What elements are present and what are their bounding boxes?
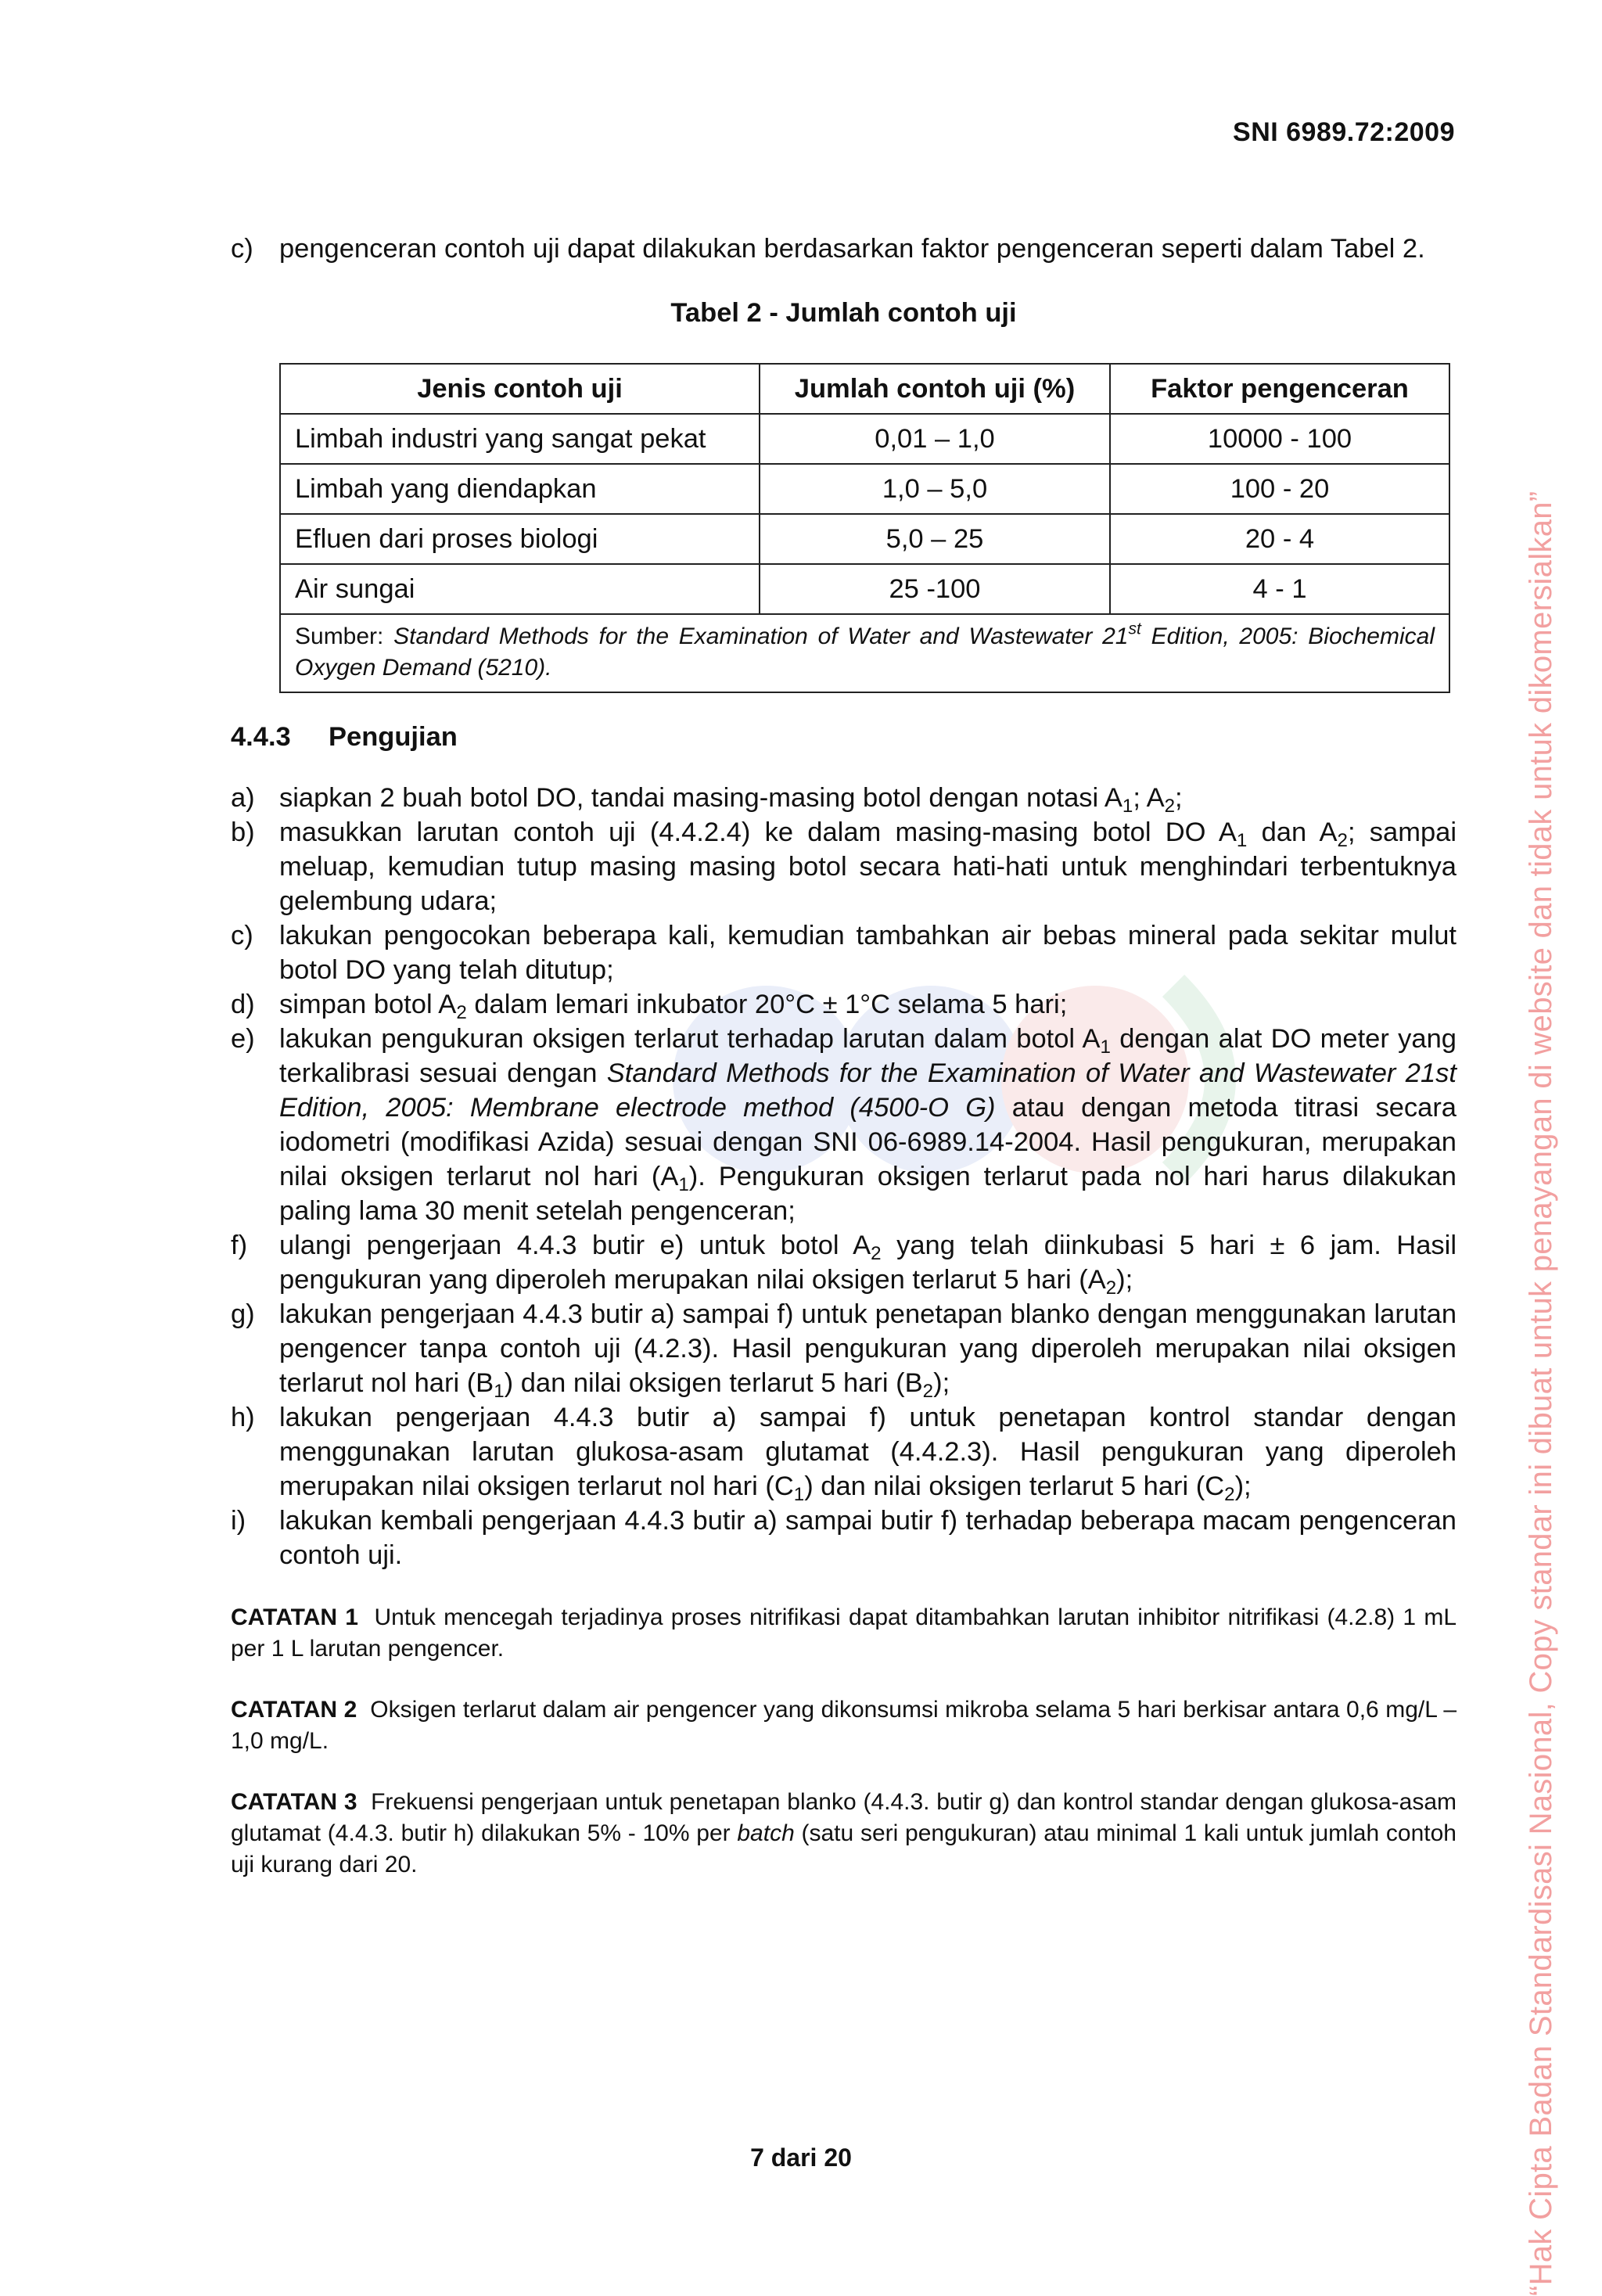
column-header: Jumlah contoh uji (%) [760, 364, 1110, 414]
item-label: d) [231, 990, 255, 1019]
procedure-list [231, 781, 1457, 1572]
section-heading [231, 720, 1457, 754]
table-cell: Air sungai [280, 564, 760, 614]
list-item [231, 1228, 1457, 1297]
table-cell: 25 -100 [760, 564, 1110, 614]
item-label: c) [231, 921, 253, 950]
section-number: 4.4.3 [231, 722, 291, 752]
list-item [231, 781, 1457, 815]
note-label: CATATAN 2 [231, 1697, 357, 1723]
item-label: e) [231, 1024, 255, 1054]
table-cell: 100 - 20 [1110, 464, 1449, 514]
item-label: f) [231, 1231, 248, 1260]
column-header: Jenis contoh uji [280, 364, 760, 414]
source-text: Edition, 2005: Biochemical Oxygen Demand (5210). [295, 623, 1435, 681]
item-label: g) [231, 1299, 255, 1329]
note-1 [231, 1602, 1457, 1665]
source-text: Standard Methods for the Examination of Water and Wastewater 21 [393, 623, 1129, 649]
note-text: (satu seri pengukuran) atau minimal 1 kali untuk jumlah contoh uji kurang dari 20. [231, 1820, 1457, 1877]
column-header: Faktor pengenceran [1110, 364, 1449, 414]
list-item [231, 918, 1457, 987]
note-label: CATATAN 3 [231, 1789, 357, 1815]
list-item [231, 1297, 1457, 1403]
table-cell: Efluen dari proses biologi [280, 514, 760, 564]
note-text: Untuk mencegah terjadinya proses nitrifikasi dapat ditambahkan larutan inhibitor nitrifikasi (4.2.8) 1 mL per 1 L larutan pengencer. [231, 1604, 1457, 1662]
item-text: lakukan pengerjaan 4.4.3 butir a) sampai f) untuk penetapan blanko dengan menggunakan larutan pengencer tanpa contoh uji (4.2.3). Hasil pengukuran yang diperoleh merupakan nilai oksigen terlarut nol hari $(B_1)$ dan nilai oksigen terlarut 5 hari $(B_2)$; [279, 1299, 1457, 1403]
table-cell: Limbah yang diendapkan [280, 464, 760, 514]
item-label: c) [231, 234, 253, 264]
item-text: simpan botol $A_2$ dalam lemari inkubator 20°C ± 1°C selama 5 hari; [279, 990, 1068, 1024]
table-title: Tabel 2 - Jumlah contoh uji [670, 298, 1017, 328]
item-text: ulangi pengerjaan 4.4.3 butir e) untuk botol $A_2$ yang telah diinkubasi 5 hari ± 6 jam. Hasil pengukuran yang diperoleh merupakan nilai oksigen terlarut 5 hari $(A_2)$; [279, 1231, 1457, 1299]
item-text: siapkan 2 buah botol DO, tandai masing-masing botol dengan notasi $A_1$; $A_2$; [279, 783, 1183, 817]
source-sup: st [1128, 620, 1141, 638]
item-text: lakukan pengocokan beberapa kali, kemudian tambahkan air bebas mineral pada sekitar mulut botol DO yang telah ditutup; [279, 921, 1457, 985]
intro-paragraph [231, 232, 1457, 266]
note-text: Frekuensi pengerjaan untuk penetapan blanko (4.4.3. butir g) dan kontrol standar dengan glukosa-asam glutamat (4.4.3. butir h) dilakukan 5% - 10% per [231, 1789, 1457, 1846]
item-text: lakukan pengukuran oksigen terlarut terhadap larutan dalam botol $A_1$ dengan alat DO meter yang terkalibrasi sesuai dengan Standard Methods for the Examination of Water and Wastewater 21st Edition, 2005: Membrane electrode method (4500-O G) atau dengan metoda titrasi secara iodometri (modifikasi Azida) sesuai dengan SNI 06-6989.14-2004. Hasil pengukuran, merupakan nilai oksigen terlarut nol hari $(A_1)$. Pengukuran oksigen terlarut pada nol hari harus dilakukan paling lama 30 menit setelah pengenceran; [279, 1024, 1457, 1226]
table-cell: 5,0 – 25 [760, 514, 1110, 564]
document-code: SNI 6989.72:2009 [1233, 117, 1455, 147]
list-item [231, 1022, 1457, 1228]
copyright-notice: “Hak Cipta Badan Standardisasi Nasional, Copy standar ini dibuat untuk penayangan di website dan tidak untuk dikomersialkan” [1524, 490, 1558, 2296]
item-text: lakukan pengerjaan 4.4.3 butir a) sampai f) untuk penetapan kontrol standar dengan menggunakan larutan glukosa-asam glutamat (4.4.2.3). Hasil pengukuran yang diperoleh merupakan nilai oksigen terlarut nol hari $(C_1)$ dan nilai oksigen terlarut 5 hari $(C_2)$; [279, 1403, 1457, 1506]
note-label: CATATAN 1 [231, 1604, 358, 1630]
table-cell: 0,01 – 1,0 [760, 414, 1110, 464]
item-text: lakukan kembali pengerjaan 4.4.3 butir a) sampai butir f) terhadap beberapa macam pengenceran contoh uji. [279, 1506, 1457, 1570]
note-text: Oksigen terlarut dalam air pengencer yang dikonsumsi mikroba selama 5 hari berkisar antara 0,6 mg/L – 1,0 mg/L. [231, 1697, 1457, 1754]
table-row [280, 464, 1449, 514]
list-item [231, 987, 1457, 1022]
item-label: b) [231, 817, 255, 847]
table-header-row [280, 364, 1449, 414]
table-cell: 20 - 4 [1110, 514, 1449, 564]
item-label: h) [231, 1403, 255, 1432]
document-body [231, 232, 1457, 1881]
list-item [231, 815, 1457, 918]
sample-table [279, 363, 1450, 693]
table-cell: 10000 - 100 [1110, 414, 1449, 464]
table-row [280, 564, 1449, 614]
source-label: Sumber: [295, 623, 384, 649]
table-row [280, 514, 1449, 564]
list-item [231, 1504, 1457, 1572]
note-3 [231, 1787, 1457, 1881]
table-cell: 4 - 1 [1110, 564, 1449, 614]
note-2 [231, 1694, 1457, 1757]
table-row [280, 414, 1449, 464]
table-source-row [280, 614, 1449, 692]
table-cell: Limbah industri yang sangat pekat [280, 414, 760, 464]
item-text: masukkan larutan contoh uji (4.4.2.4) ke dalam masing-masing botol DO $A_1$ dan $A_2$; sampai meluap, kemudian tutup masing masing botol secara hati-hati untuk menghindari terbentuknya gelembung udara; [279, 817, 1457, 916]
list-item [231, 1400, 1457, 1504]
item-label: a) [231, 783, 255, 813]
item-text: pengenceran contoh uji dapat dilakukan berdasarkan faktor pengenceran seperti dalam Tabel 2. [279, 234, 1425, 264]
item-label: i) [231, 1506, 246, 1536]
note-italic: batch [737, 1820, 795, 1846]
section-title: Pengujian [329, 722, 458, 752]
page-number: 7 dari 20 [750, 2143, 852, 2172]
table-source [280, 614, 1449, 692]
table-cell: 1,0 – 5,0 [760, 464, 1110, 514]
